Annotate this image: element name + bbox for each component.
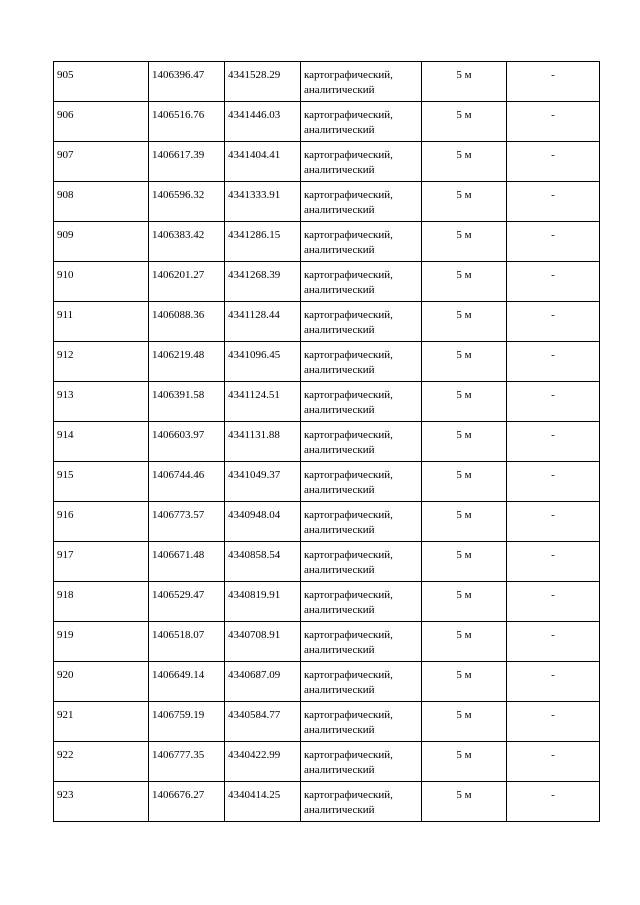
accuracy-value: 5 м — [456, 589, 472, 601]
accuracy-value: 5 м — [456, 709, 472, 721]
x-coordinate: 1406219.48 — [152, 349, 205, 361]
method-line-2: аналитический — [304, 684, 375, 696]
accuracy-value: 5 м — [456, 469, 472, 481]
method-cell — [301, 622, 422, 662]
x-coordinate-cell — [149, 62, 225, 102]
point-number-cell — [54, 502, 149, 542]
accuracy-cell — [422, 742, 507, 782]
note-value: - — [551, 189, 555, 201]
accuracy-cell — [422, 62, 507, 102]
table-row — [54, 422, 600, 462]
point-number-cell — [54, 462, 149, 502]
accuracy-value: 5 м — [456, 789, 472, 801]
accuracy-cell — [422, 342, 507, 382]
y-coordinate-cell — [225, 582, 301, 622]
note-value: - — [551, 749, 555, 761]
table-row — [54, 502, 600, 542]
table-row — [54, 302, 600, 342]
y-coordinate: 4340414.25 — [228, 789, 281, 801]
point-number-cell — [54, 102, 149, 142]
accuracy-cell — [422, 262, 507, 302]
method-cell — [301, 382, 422, 422]
point-number: 919 — [57, 629, 74, 641]
method-line-2: аналитический — [304, 524, 375, 536]
table-row — [54, 382, 600, 422]
y-coordinate-cell — [225, 182, 301, 222]
point-number: 910 — [57, 269, 74, 281]
method-line-2: аналитический — [304, 124, 375, 136]
method-text — [304, 342, 421, 378]
method-line-1: картографический, — [304, 589, 393, 601]
method-cell — [301, 422, 422, 462]
y-coordinate: 4341131.88 — [228, 429, 280, 441]
method-text — [304, 182, 421, 218]
x-coordinate-cell — [149, 462, 225, 502]
x-coordinate: 1406603.97 — [152, 429, 205, 441]
method-text — [304, 142, 421, 178]
note-value: - — [551, 629, 555, 641]
accuracy-cell — [422, 142, 507, 182]
note-value: - — [551, 269, 555, 281]
method-text — [304, 502, 421, 538]
method-text — [304, 102, 421, 138]
accuracy-cell — [422, 702, 507, 742]
y-coordinate-cell — [225, 662, 301, 702]
accuracy-value: 5 м — [456, 749, 472, 761]
x-coordinate: 1406518.07 — [152, 629, 205, 641]
note-cell — [507, 622, 600, 662]
point-number-cell — [54, 702, 149, 742]
y-coordinate: 4341404.41 — [228, 149, 281, 161]
x-coordinate-cell — [149, 702, 225, 742]
method-line-1: картографический, — [304, 509, 393, 521]
method-line-2: аналитический — [304, 724, 375, 736]
coordinates-table — [53, 61, 600, 822]
x-coordinate: 1406383.42 — [152, 229, 205, 241]
y-coordinate-cell — [225, 542, 301, 582]
y-coordinate: 4340948.04 — [228, 509, 281, 521]
method-cell — [301, 542, 422, 582]
x-coordinate-cell — [149, 222, 225, 262]
method-cell — [301, 62, 422, 102]
point-number-cell — [54, 142, 149, 182]
point-number-cell — [54, 182, 149, 222]
point-number-cell — [54, 382, 149, 422]
note-cell — [507, 502, 600, 542]
table-row — [54, 62, 600, 102]
method-text — [304, 262, 421, 298]
x-coordinate-cell — [149, 382, 225, 422]
note-cell — [507, 662, 600, 702]
method-line-1: картографический, — [304, 749, 393, 761]
point-number: 920 — [57, 669, 74, 681]
table-row — [54, 222, 600, 262]
note-cell — [507, 262, 600, 302]
note-cell — [507, 702, 600, 742]
method-line-2: аналитический — [304, 644, 375, 656]
x-coordinate-cell — [149, 342, 225, 382]
y-coordinate-cell — [225, 62, 301, 102]
x-coordinate-cell — [149, 302, 225, 342]
note-cell — [507, 542, 600, 582]
x-coordinate-cell — [149, 742, 225, 782]
method-line-2: аналитический — [304, 284, 375, 296]
point-number: 918 — [57, 589, 74, 601]
x-coordinate-cell — [149, 182, 225, 222]
method-line-2: аналитический — [304, 84, 375, 96]
method-text — [304, 782, 421, 818]
point-number: 913 — [57, 389, 74, 401]
table-row — [54, 742, 600, 782]
point-number: 923 — [57, 789, 74, 801]
x-coordinate: 1406671.48 — [152, 549, 205, 561]
method-cell — [301, 302, 422, 342]
note-value: - — [551, 149, 555, 161]
point-number-cell — [54, 62, 149, 102]
method-line-1: картографический, — [304, 69, 393, 81]
point-number-cell — [54, 302, 149, 342]
note-value: - — [551, 669, 555, 681]
y-coordinate-cell — [225, 262, 301, 302]
accuracy-value: 5 м — [456, 389, 472, 401]
method-cell — [301, 502, 422, 542]
method-line-2: аналитический — [304, 564, 375, 576]
note-value: - — [551, 709, 555, 721]
point-number: 914 — [57, 429, 74, 441]
x-coordinate: 1406759.19 — [152, 709, 205, 721]
accuracy-value: 5 м — [456, 509, 472, 521]
point-number-cell — [54, 262, 149, 302]
point-number-cell — [54, 422, 149, 462]
note-value: - — [551, 389, 555, 401]
y-coordinate-cell — [225, 702, 301, 742]
note-cell — [507, 462, 600, 502]
method-line-1: картографический, — [304, 389, 393, 401]
table-row — [54, 782, 600, 822]
y-coordinate-cell — [225, 142, 301, 182]
coordinates-table-body — [54, 62, 600, 822]
method-line-2: аналитический — [304, 604, 375, 616]
point-number-cell — [54, 662, 149, 702]
accuracy-cell — [422, 182, 507, 222]
x-coordinate-cell — [149, 262, 225, 302]
note-value: - — [551, 589, 555, 601]
x-coordinate: 1406516.76 — [152, 109, 205, 121]
method-cell — [301, 462, 422, 502]
note-value: - — [551, 69, 555, 81]
method-cell — [301, 662, 422, 702]
accuracy-cell — [422, 382, 507, 422]
accuracy-cell — [422, 302, 507, 342]
note-value: - — [551, 469, 555, 481]
accuracy-cell — [422, 582, 507, 622]
x-coordinate-cell — [149, 662, 225, 702]
y-coordinate: 4341096.45 — [228, 349, 281, 361]
method-line-1: картографический, — [304, 149, 393, 161]
x-coordinate-cell — [149, 502, 225, 542]
note-cell — [507, 142, 600, 182]
y-coordinate-cell — [225, 222, 301, 262]
method-line-2: аналитический — [304, 324, 375, 336]
method-line-1: картографический, — [304, 229, 393, 241]
accuracy-cell — [422, 782, 507, 822]
point-number-cell — [54, 222, 149, 262]
accuracy-cell — [422, 102, 507, 142]
method-line-1: картографический, — [304, 349, 393, 361]
y-coordinate-cell — [225, 502, 301, 542]
accuracy-cell — [422, 462, 507, 502]
method-line-2: аналитический — [304, 164, 375, 176]
accuracy-value: 5 м — [456, 109, 472, 121]
point-number-cell — [54, 342, 149, 382]
method-line-1: картографический, — [304, 789, 393, 801]
method-text — [304, 742, 421, 778]
y-coordinate-cell — [225, 342, 301, 382]
y-coordinate: 4340584.77 — [228, 709, 281, 721]
method-cell — [301, 702, 422, 742]
point-number: 916 — [57, 509, 74, 521]
x-coordinate-cell — [149, 582, 225, 622]
note-cell — [507, 62, 600, 102]
accuracy-value: 5 м — [456, 429, 472, 441]
x-coordinate: 1406396.47 — [152, 69, 205, 81]
y-coordinate-cell — [225, 102, 301, 142]
x-coordinate: 1406617.39 — [152, 149, 205, 161]
table-row — [54, 702, 600, 742]
point-number-cell — [54, 782, 149, 822]
note-value: - — [551, 429, 555, 441]
method-line-1: картографический, — [304, 669, 393, 681]
method-text — [304, 62, 421, 98]
y-coordinate-cell — [225, 302, 301, 342]
table-row — [54, 622, 600, 662]
note-cell — [507, 782, 600, 822]
point-number: 905 — [57, 69, 74, 81]
accuracy-value: 5 м — [456, 669, 472, 681]
accuracy-cell — [422, 422, 507, 462]
method-cell — [301, 342, 422, 382]
method-text — [304, 702, 421, 738]
method-line-1: картографический, — [304, 309, 393, 321]
note-cell — [507, 742, 600, 782]
method-text — [304, 382, 421, 418]
method-line-2: аналитический — [304, 244, 375, 256]
y-coordinate-cell — [225, 782, 301, 822]
x-coordinate: 1406391.58 — [152, 389, 205, 401]
method-line-2: аналитический — [304, 444, 375, 456]
y-coordinate: 4340422.99 — [228, 749, 281, 761]
note-cell — [507, 182, 600, 222]
table-row — [54, 182, 600, 222]
method-text — [304, 222, 421, 258]
note-cell — [507, 342, 600, 382]
method-line-1: картографический, — [304, 629, 393, 641]
method-line-2: аналитический — [304, 404, 375, 416]
y-coordinate: 4341528.29 — [228, 69, 281, 81]
x-coordinate: 1406596.32 — [152, 189, 205, 201]
accuracy-value: 5 м — [456, 629, 472, 641]
method-cell — [301, 222, 422, 262]
method-line-1: картографический, — [304, 429, 393, 441]
x-coordinate: 1406529.47 — [152, 589, 205, 601]
method-cell — [301, 142, 422, 182]
y-coordinate-cell — [225, 382, 301, 422]
accuracy-cell — [422, 542, 507, 582]
method-cell — [301, 582, 422, 622]
x-coordinate: 1406777.35 — [152, 749, 205, 761]
method-cell — [301, 262, 422, 302]
point-number: 911 — [57, 309, 74, 321]
table-row — [54, 102, 600, 142]
y-coordinate: 4341333.91 — [228, 189, 281, 201]
x-coordinate: 1406773.57 — [152, 509, 205, 521]
accuracy-value: 5 м — [456, 349, 472, 361]
note-cell — [507, 102, 600, 142]
accuracy-cell — [422, 502, 507, 542]
accuracy-cell — [422, 222, 507, 262]
accuracy-value: 5 м — [456, 149, 472, 161]
point-number: 907 — [57, 149, 74, 161]
point-number: 915 — [57, 469, 74, 481]
table-row — [54, 542, 600, 582]
method-line-1: картографический, — [304, 269, 393, 281]
y-coordinate: 4341268.39 — [228, 269, 281, 281]
method-line-1: картографический, — [304, 469, 393, 481]
method-line-2: аналитический — [304, 204, 375, 216]
note-value: - — [551, 509, 555, 521]
point-number: 909 — [57, 229, 74, 241]
point-number-cell — [54, 582, 149, 622]
y-coordinate: 4340819.91 — [228, 589, 281, 601]
point-number: 917 — [57, 549, 74, 561]
method-text — [304, 622, 421, 658]
x-coordinate: 1406744.46 — [152, 469, 205, 481]
method-cell — [301, 182, 422, 222]
x-coordinate-cell — [149, 102, 225, 142]
x-coordinate-cell — [149, 622, 225, 662]
accuracy-value: 5 м — [456, 189, 472, 201]
accuracy-value: 5 м — [456, 309, 472, 321]
point-number: 908 — [57, 189, 74, 201]
note-value: - — [551, 229, 555, 241]
method-text — [304, 662, 421, 698]
table-row — [54, 582, 600, 622]
x-coordinate-cell — [149, 142, 225, 182]
accuracy-value: 5 м — [456, 69, 472, 81]
y-coordinate: 4341446.03 — [228, 109, 281, 121]
note-value: - — [551, 309, 555, 321]
y-coordinate-cell — [225, 742, 301, 782]
note-value: - — [551, 549, 555, 561]
accuracy-value: 5 м — [456, 229, 472, 241]
point-number: 922 — [57, 749, 74, 761]
method-line-2: аналитический — [304, 484, 375, 496]
note-cell — [507, 382, 600, 422]
point-number-cell — [54, 742, 149, 782]
y-coordinate: 4341124.51 — [228, 389, 280, 401]
y-coordinate: 4340858.54 — [228, 549, 281, 561]
table-row — [54, 262, 600, 302]
point-number-cell — [54, 622, 149, 662]
accuracy-cell — [422, 662, 507, 702]
note-value: - — [551, 349, 555, 361]
x-coordinate-cell — [149, 782, 225, 822]
method-text — [304, 542, 421, 578]
x-coordinate: 1406088.36 — [152, 309, 205, 321]
note-value: - — [551, 789, 555, 801]
y-coordinate: 4340708.91 — [228, 629, 281, 641]
x-coordinate-cell — [149, 422, 225, 462]
y-coordinate-cell — [225, 462, 301, 502]
point-number: 921 — [57, 709, 74, 721]
y-coordinate-cell — [225, 422, 301, 462]
x-coordinate: 1406649.14 — [152, 669, 205, 681]
note-cell — [507, 222, 600, 262]
point-number-cell — [54, 542, 149, 582]
note-value: - — [551, 109, 555, 121]
table-row — [54, 662, 600, 702]
accuracy-value: 5 м — [456, 269, 472, 281]
table-row — [54, 342, 600, 382]
method-line-1: картографический, — [304, 549, 393, 561]
y-coordinate-cell — [225, 622, 301, 662]
table-row — [54, 462, 600, 502]
accuracy-cell — [422, 622, 507, 662]
method-text — [304, 582, 421, 618]
y-coordinate: 4341049.37 — [228, 469, 281, 481]
method-cell — [301, 742, 422, 782]
y-coordinate: 4341128.44 — [228, 309, 280, 321]
y-coordinate: 4341286.15 — [228, 229, 281, 241]
note-cell — [507, 302, 600, 342]
x-coordinate: 1406201.27 — [152, 269, 205, 281]
method-line-1: картографический, — [304, 709, 393, 721]
accuracy-value: 5 м — [456, 549, 472, 561]
method-text — [304, 422, 421, 458]
method-line-2: аналитический — [304, 764, 375, 776]
note-cell — [507, 582, 600, 622]
note-cell — [507, 422, 600, 462]
method-cell — [301, 102, 422, 142]
method-line-1: картографический, — [304, 189, 393, 201]
method-text — [304, 302, 421, 338]
x-coordinate: 1406676.27 — [152, 789, 205, 801]
table-row — [54, 142, 600, 182]
x-coordinate-cell — [149, 542, 225, 582]
method-line-2: аналитический — [304, 804, 375, 816]
method-cell — [301, 782, 422, 822]
method-line-1: картографический, — [304, 109, 393, 121]
point-number: 912 — [57, 349, 74, 361]
y-coordinate: 4340687.09 — [228, 669, 281, 681]
method-text — [304, 462, 421, 498]
method-line-2: аналитический — [304, 364, 375, 376]
point-number: 906 — [57, 109, 74, 121]
